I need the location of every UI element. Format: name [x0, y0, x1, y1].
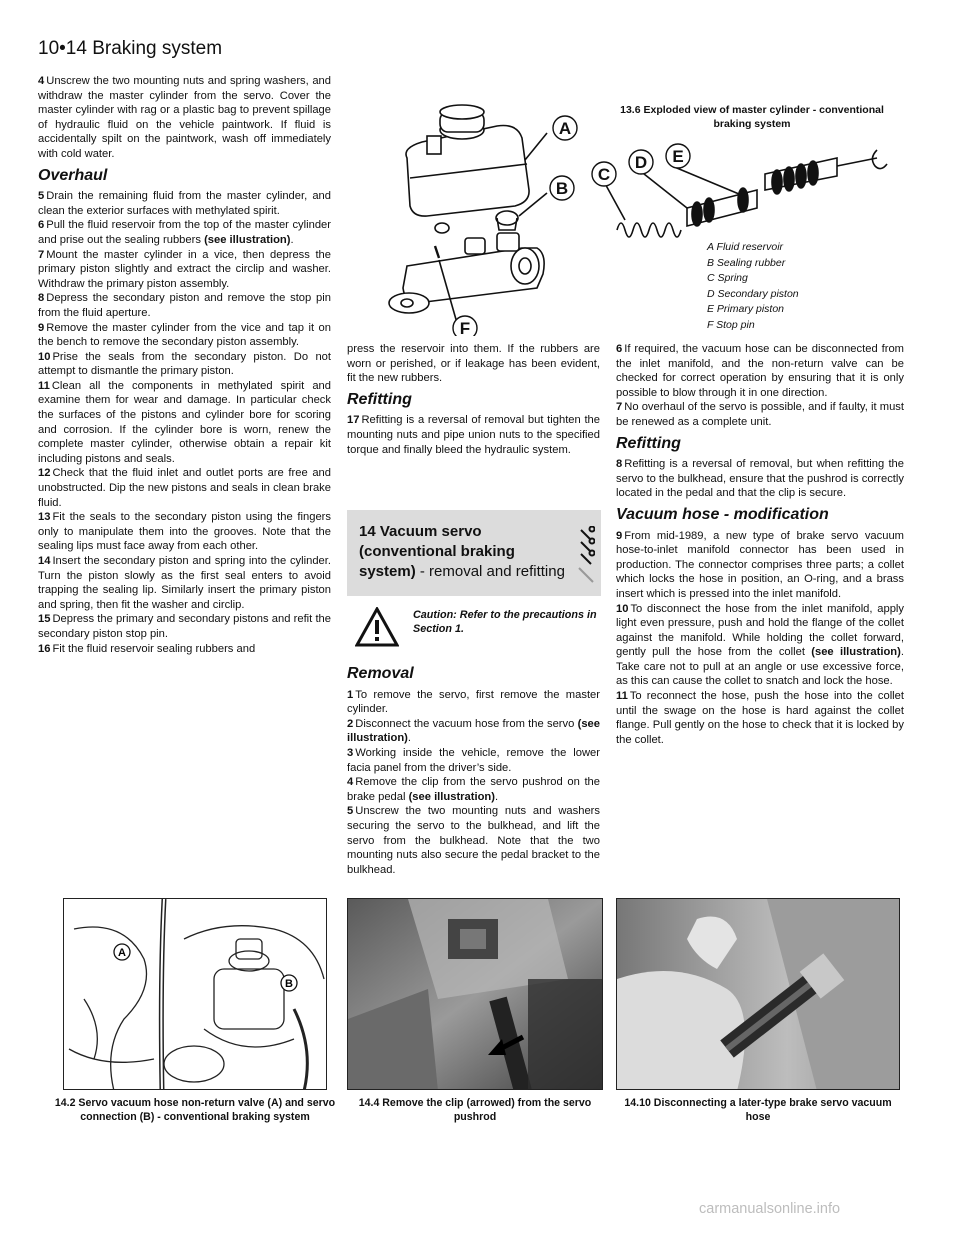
legend-item: E Primary piston	[707, 303, 785, 316]
warning-triangle-icon	[355, 607, 399, 647]
heading-removal: Removal	[347, 665, 414, 682]
master-cylinder-diagram	[347, 98, 907, 336]
paragraph-9b: 9 From mid-1989, a new type of brake servo vacuum hose-to-inlet manifold connector has been used in production. The connector comprises three parts; a collet which locks the hose in position, an O-ring, and a brass insert which is pressed into the inlet manifold.	[616, 529, 904, 600]
paragraph-4b: 4 Remove the clip from the servo pushrod on the brake pedal (see illustration).	[347, 776, 600, 803]
photo-caption-14-2: 14.2 Servo vacuum hose non-return valve (A) and servo connection (B) - conventional braking system	[54, 1097, 336, 1123]
paragraph-13: 13 Fit the seals to the secondary piston using the fingers only to manipulate them into the grooves. Note that the sealing lips must face away from each other.	[38, 511, 331, 553]
chapter-title: Braking system	[92, 38, 223, 59]
difficulty-spanner-icon	[577, 526, 595, 586]
paragraph-5b: 5 Unscrew the two mounting nuts and washers securing the servo to the bulkhead, and lift the servo from the bulkhead. Note that the two mounting nuts also secure the pedal bracket to the bulkhead.	[347, 805, 600, 876]
legend-item: A Fluid reservoir	[707, 241, 784, 253]
vacuum-hose-photo-image	[617, 899, 900, 1090]
photo-label-b: B	[285, 978, 293, 990]
paragraph-9: 9 Remove the master cylinder from the vice and tap it on the bench to remove the secondary piston assembly.	[38, 321, 331, 349]
heading-vacuum-hose: Vacuum hose - modification	[616, 505, 829, 523]
paragraph-10: 10 Prise the seals from the secondary piston. Do not attempt to dismantle the primary piston.	[38, 350, 331, 378]
paragraph-11: 11 Clean all the components in methylated spirit and examine them for wear and damage. In particular check the surfaces of the pistons and cylinder bore for scoring and corrosion. If the cylinder bore is worn, renew the complete master cylinder, otherwise obtain a repair kit including pistons and seals.	[38, 379, 331, 465]
photo-caption-14-4: 14.4 Remove the clip (arrowed) from the servo pushrod	[358, 1097, 592, 1123]
page-header	[38, 38, 222, 60]
photo-servo-hose-drawing	[63, 898, 327, 1090]
paragraph-3: 3 Working inside the vehicle, remove the lower facia panel from the driver’s side.	[347, 746, 600, 774]
column-3	[616, 342, 904, 747]
legend-item: C Spring	[707, 272, 748, 285]
paragraph-5: 5 Drain the remaining fluid from the master cylinder, and clean the exterior surfaces with methylated spirit.	[38, 190, 331, 217]
diagram-label-b: B	[555, 179, 569, 198]
page-number: 10•14	[38, 38, 87, 59]
column-2	[347, 342, 600, 457]
paragraph-12: 12 Check that the fluid inlet and outlet ports are free and unobstructed. Dip the new pistons and seals in clean brake fluid.	[38, 467, 331, 509]
paragraph-16-continued: press the reservoir into them. If the rubbers are worn or perished, or if leakage has been evident, fit the new rubbers.	[347, 343, 600, 385]
paragraph-7: 7 Mount the master cylinder in a vice, then depress the primary piston slightly and extract the circlip and washer. Withdraw the primary piston assembly.	[38, 248, 331, 290]
photo-label-a: A	[118, 947, 126, 959]
photo-vacuum-hose	[616, 898, 900, 1090]
diagram-caption: 13.6 Exploded view of master cylinder - conventional braking system	[620, 104, 884, 130]
servo-hose-illustration	[64, 899, 327, 1090]
section-heading-box	[347, 510, 601, 596]
paragraph-11b: 11 To reconnect the hose, push the hose into the collet until the swage on the hose is hard against the collet flange. Pull gently on the hose to check that it is locked by the collet.	[616, 690, 904, 746]
photo-servo-pushrod	[347, 898, 603, 1090]
heading-refitting-2: Refitting	[616, 434, 681, 452]
legend-item: B Sealing rubber	[707, 256, 786, 269]
caution-note	[347, 605, 601, 651]
paragraph-10b: 10 To disconnect the hose from the inlet manifold, apply light even pressure, push and hold the flange of the collet against the manifold. While holding the collet forward, gently pull the hose from the collet (see illustration). Take care not to pull at an angle or use excessive force, as this can cause the collet to snatch and lock the hose.	[616, 602, 904, 688]
column-2-lower	[347, 660, 600, 877]
paragraph-8b: 8 Refitting is a reversal of removal, but when refitting the servo to the bulkhead, ensure that the pushrod is correctly located in the pedal and that the clip is secure.	[616, 458, 904, 500]
pushrod-photo-image	[348, 899, 603, 1090]
watermark: carmanualsonline.info	[699, 1201, 841, 1217]
diagram-label-d: D	[634, 153, 648, 172]
diagram-label-e: E	[672, 147, 684, 166]
section-title: 14 Vacuum servo (conventional braking system) - removal and refitting	[359, 523, 565, 580]
paragraph-8: 8 Depress the secondary piston and remove the stop pin from the fluid aperture.	[38, 292, 331, 319]
paragraph-15: 15 Depress the primary and secondary pistons and refit the secondary piston stop pin.	[38, 613, 331, 640]
paragraph-6: 6 Pull the fluid reservoir from the top of the master cylinder and prise out the sealing rubbers (see illustration).	[38, 219, 331, 246]
diagram-legend	[707, 240, 799, 334]
column-1	[38, 74, 331, 656]
paragraph-17: 17 Refitting is a reversal of removal but tighten the mounting nuts and pipe union nuts to the specified torque and finally bleed the hydraulic system.	[347, 414, 600, 456]
diagram-label-a: A	[558, 119, 572, 138]
diagram-label-f: F	[459, 319, 471, 336]
paragraph-16: 16 Fit the fluid reservoir sealing rubbers and	[38, 642, 256, 655]
photo-caption-14-10: 14.10 Disconnecting a later-type brake servo vacuum hose	[624, 1097, 892, 1123]
diagram-label-c: C	[597, 165, 611, 184]
legend-item: F Stop pin	[707, 318, 755, 331]
paragraph-2: 2 Disconnect the vacuum hose from the servo (see illustration).	[347, 717, 600, 745]
paragraph-4: 4 Unscrew the two mounting nuts and spring washers, and withdraw the master cylinder from the servo. Cover the master cylinder with rag or a plastic bag to prevent spillage of hydraulic fluid on the vehicle paintwork. If fluid is accidentally spilt on the paintwork, wash off immediately with cold water.	[38, 75, 331, 160]
paragraph-7b: 7 No overhaul of the servo is possible, and if faulty, it must be renewed as a complete unit.	[616, 401, 904, 428]
caution-text: Caution: Refer to the precautions in Section 1.	[413, 609, 597, 635]
legend-item: D Secondary piston	[707, 287, 799, 300]
spring-shape	[617, 223, 681, 237]
paragraph-6b: 6 If required, the vacuum hose can be disconnected from the inlet manifold, and the non-return valve can be checked for correct operation by ensuring that it is only possible to blow through it in one direction.	[616, 343, 904, 399]
paragraph-14: 14 Insert the secondary piston and spring into the cylinder. Turn the piston slowly as the first seal enters to avoid trapping the sealing lip. Similarly insert the primary piston and spring, then fit the washer and circlip.	[38, 555, 331, 611]
heading-overhaul: Overhaul	[38, 166, 108, 184]
paragraph-1: 1 To remove the servo, first remove the master cylinder.	[347, 688, 600, 716]
heading-refitting: Refitting	[347, 390, 412, 408]
